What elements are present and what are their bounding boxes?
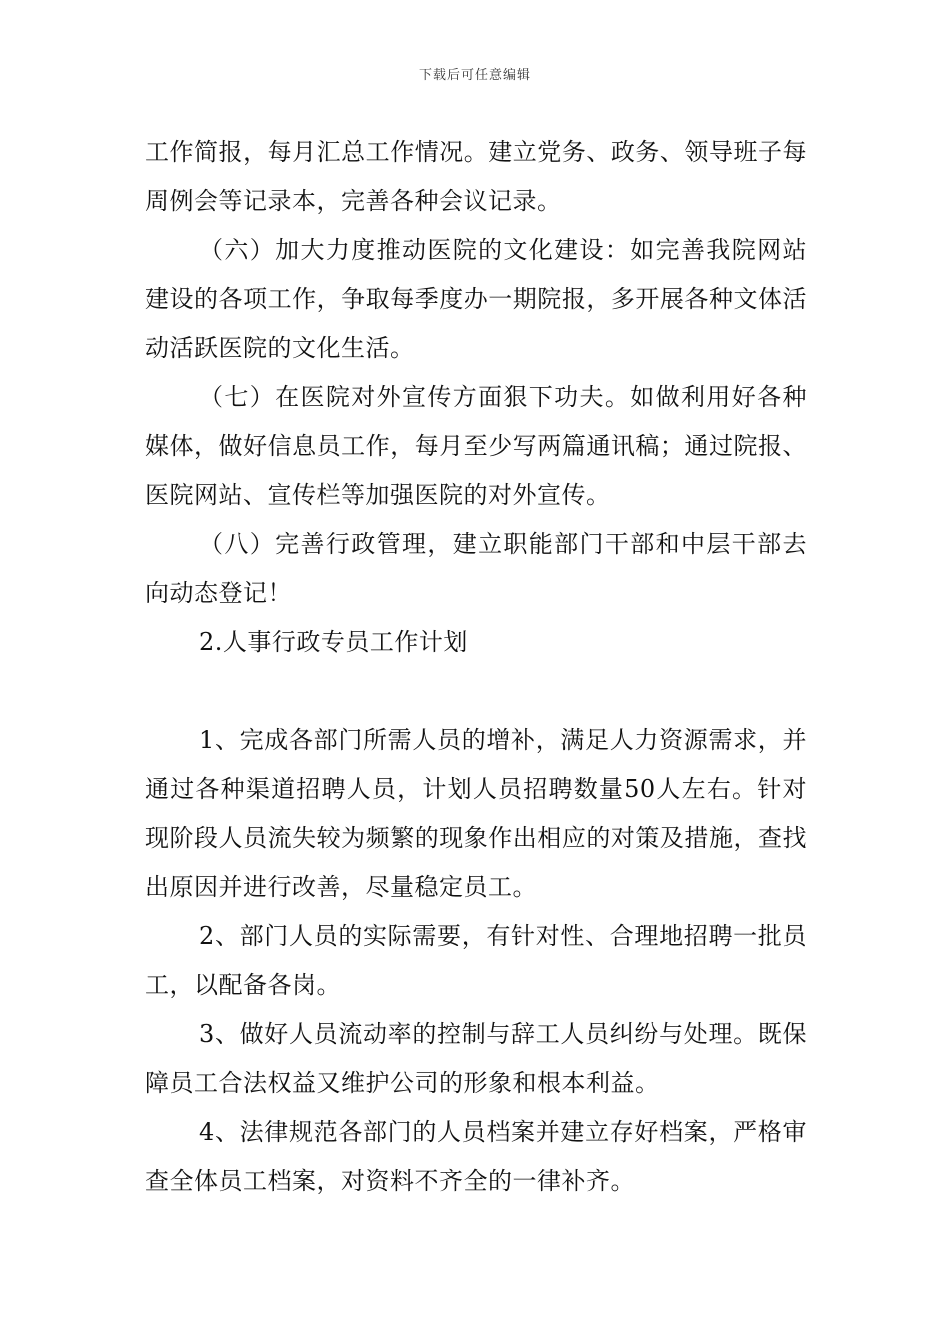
blank-line [145,667,807,716]
paragraph-plan-item-2: 2、部门人员的实际需要，有针对性、合理地招聘一批员工，以配备各岗。 [145,922,807,999]
paragraph-plan-item-4: 4、法律规范各部门的人员档案并建立存好档案，严格审查全体员工档案，对资料不齐全的一律补齐。 [145,1118,807,1195]
paragraph-external-publicity: （七）在医院对外宣传方面狠下功夫。如做利用好各种媒体，做好信息员工作，每月至少写两篇通讯稿；通过院报、医院网站、宣传栏等加强医院的对外宣传。 [145,383,807,509]
paragraph-plan-item-1: 1、完成各部门所需人员的增补，满足人力资源需求，并通过各种渠道招聘人员，计划人员招聘数量50人左右。针对现阶段人员流失较为频繁的现象作出相应的对策及措施，查找出原因并进行改善，尽量稳定员工。 [145,726,807,901]
paragraph-work-report: 工作简报，每月汇总工作情况。建立党务、政务、领导班子每周例会等记录本，完善各种会议记录。 [145,138,807,215]
document-body [145,128,807,1206]
paragraph-admin-management: （八）完善行政管理，建立职能部门干部和中层干部去向动态登记！ [145,530,807,607]
paragraph-culture-building: （六）加大力度推动医院的文化建设：如完善我院网站建设的各项工作，争取每季度办一期院报，多开展各种文体活动活跃医院的文化生活。 [145,236,807,362]
paragraph-plan-item-3: 3、做好人员流动率的控制与辞工人员纠纷与处理。既保障员工合法权益又维护公司的形象和根本利益。 [145,1020,807,1097]
page-header-note: 下载后可任意编辑 [418,68,531,83]
section-heading-hr-plan: 2.人事行政专员工作计划 [199,628,468,656]
